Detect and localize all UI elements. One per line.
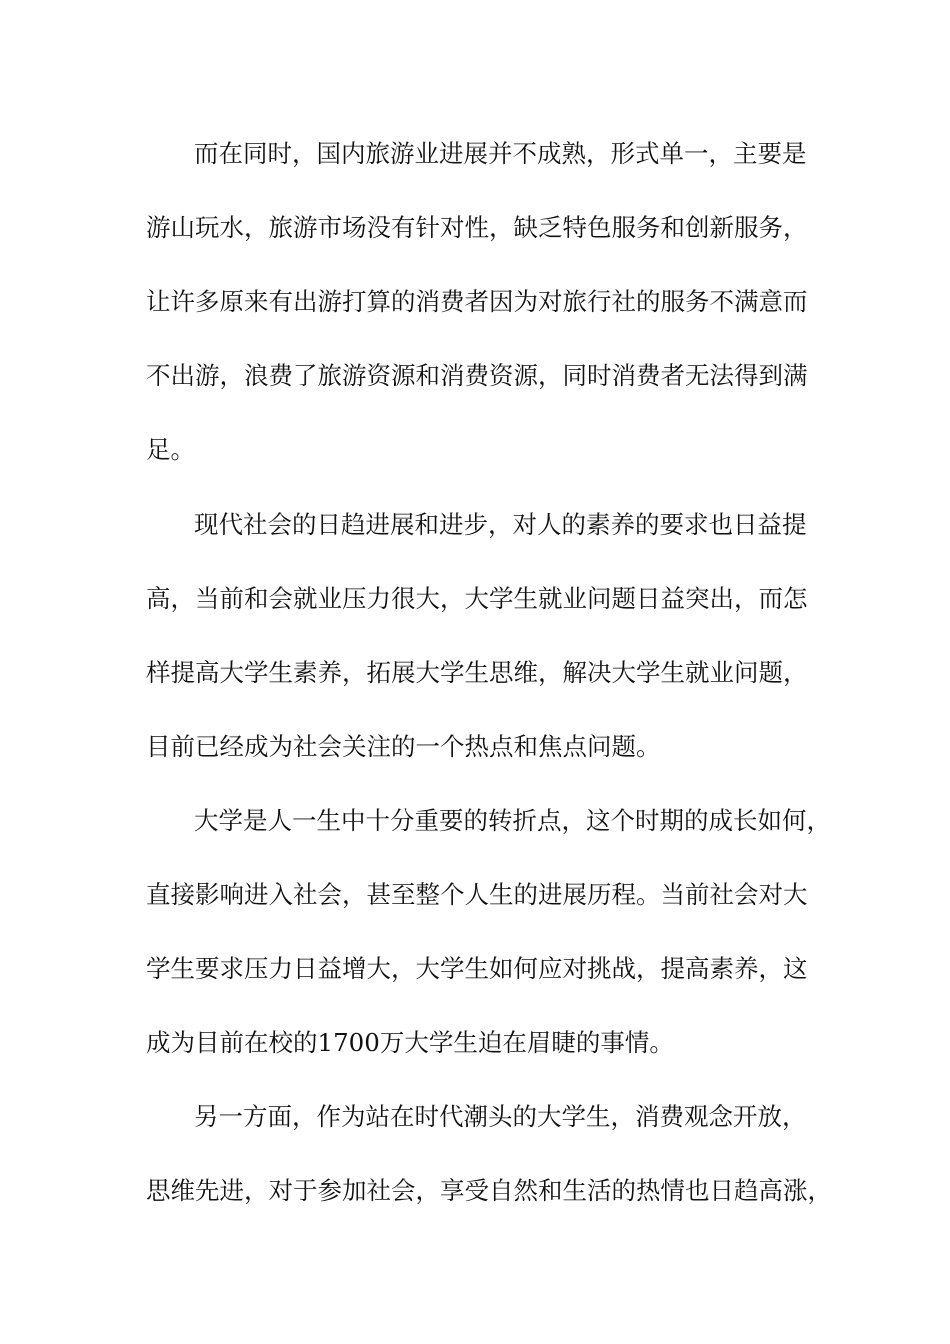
text-line: 直接影响进入社会，甚至整个人生的进展历程。当前社会对大 xyxy=(146,880,808,909)
text-line: 思维先进，对于参加社会，享受自然和生活的热情也日趋高涨， xyxy=(146,1176,832,1205)
text-line: 学生要求压力日益增大，大学生如何应对挑战，提高素养，这 xyxy=(146,954,808,983)
text-line: 让许多原来有出游打算的消费者因为对旅行社的服务不满意而 xyxy=(146,287,808,316)
text-line: 目前已经成为社会关注的一个热点和焦点问题。 xyxy=(146,732,661,761)
text-line: 游山玩水，旅游市场没有针对性，缺乏特色服务和创新服务， xyxy=(146,213,808,242)
text-line: 足。 xyxy=(146,435,195,464)
text-line: 而在同时，国内旅游业进展并不成熟，形式单一，主要是 xyxy=(194,139,807,168)
text-line: 成为目前在校的1700万大学生迫在眉睫的事情。 xyxy=(146,1028,674,1057)
text-line: 样提高大学生素养，拓展大学生思维，解决大学生就业问题， xyxy=(146,658,808,687)
text-line: 不出游，浪费了旅游资源和消费资源，同时消费者无法得到满 xyxy=(146,361,808,390)
text-line: 现代社会的日趋进展和进步，对人的素养的要求也日益提 xyxy=(194,510,807,539)
text-line: 大学是人一生中十分重要的转折点，这个时期的成长如何， xyxy=(194,806,831,835)
text-line: 另一方面，作为站在时代潮头的大学生，消费观念开放， xyxy=(194,1102,807,1131)
text-line: 高，当前和会就业压力很大，大学生就业问题日益突出，而怎 xyxy=(146,584,808,613)
